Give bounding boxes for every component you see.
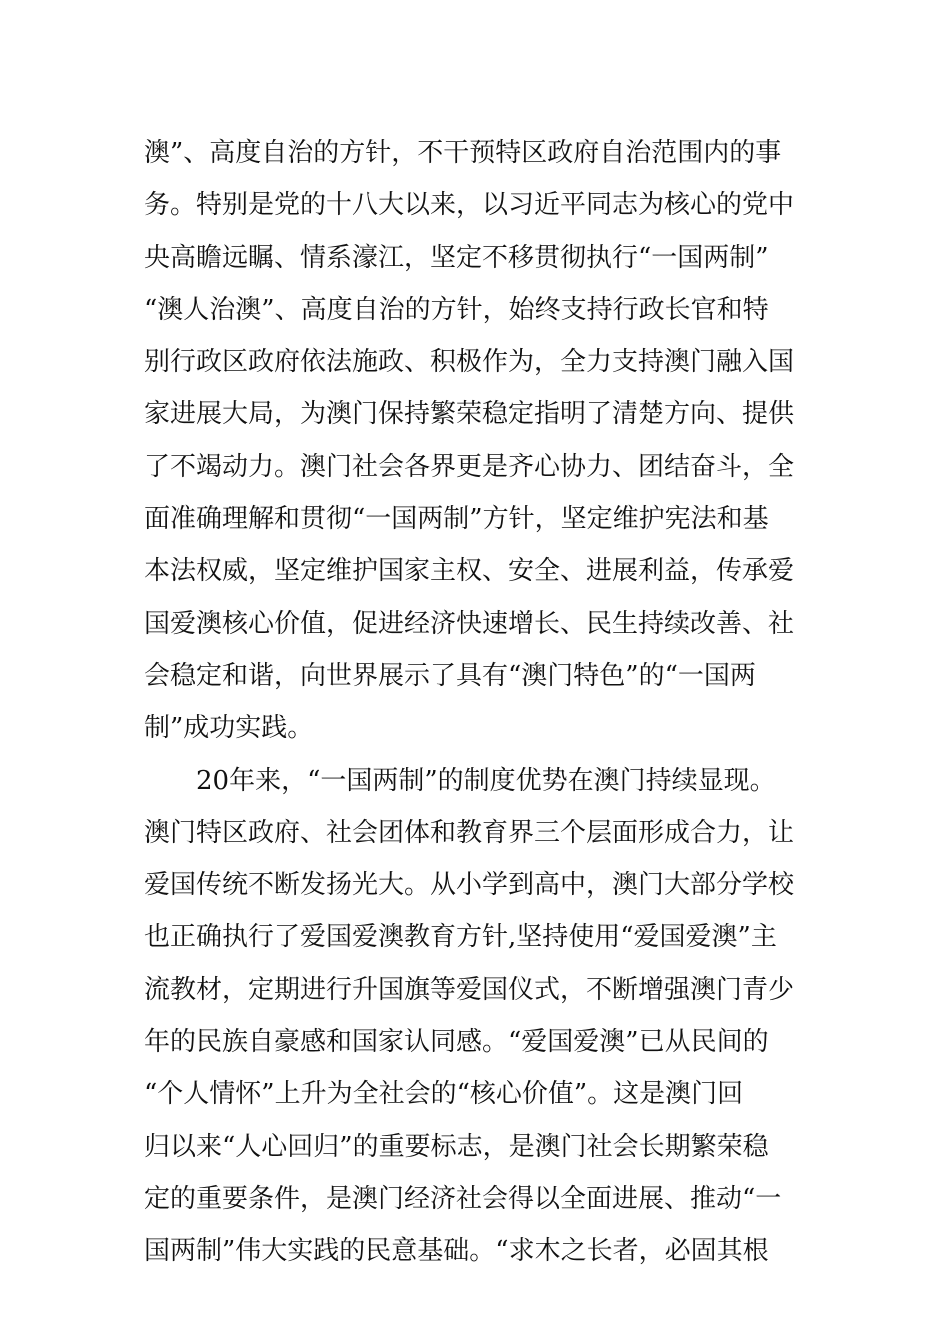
text-line: 本法权威，坚定维护国家主权、安全、进展利益，传承爱 — [144, 556, 795, 587]
text-line: 澳门特区政府、社会团体和教育界三个层面形成合力，让 — [144, 817, 795, 848]
text-line: 国爱澳核心价值，促进经济快速增长、民生持续改善、社 — [144, 608, 795, 639]
text-line: 别行政区政府依法施政、积极作为，全力支持澳门融入国 — [144, 347, 795, 378]
text-line: “澳人治澳”、高度自治的方针，始终支持行政长官和特 — [144, 294, 769, 325]
text-line: 了不竭动力。澳门社会各界更是齐心协力、团结奋斗，全 — [144, 451, 795, 482]
body-text — [144, 127, 814, 1278]
text-line: 归以来“人心回归”的重要标志，是澳门社会长期繁荣稳 — [144, 1131, 769, 1162]
text-line: 面准确理解和贯彻“一国两制”方针，坚定维护宪法和基 — [144, 504, 769, 535]
text-line: 家进展大局，为澳门保持繁荣稳定指明了清楚方向、提供 — [144, 399, 795, 430]
text-line: 定的重要条件，是澳门经济社会得以全面进展、推动“一 — [144, 1183, 782, 1214]
text-line: 务。特别是党的十八大以来，以习近平同志为核心的党中 — [144, 190, 795, 221]
text-line: 爱国传统不断发扬光大。从小学到高中，澳门大部分学校 — [144, 870, 795, 901]
text-line: 也正确执行了爱国爱澳教育方针,坚持使用“爱国爱澳”主 — [144, 922, 777, 953]
text-line: 国两制”伟大实践的民意基础。“求木之长者，必固其根 — [144, 1236, 769, 1267]
text-line: 制”成功实践。 — [144, 713, 314, 744]
paragraph-first-line: 20年来，“一国两制”的制度优势在澳门持续显现。 — [196, 765, 776, 796]
text-line: 流教材，定期进行升国旗等爱国仪式，不断增强澳门青少 — [144, 974, 795, 1005]
text-line: 会稳定和谐，向世界展示了具有“澳门特色”的“一国两 — [144, 660, 756, 691]
text-line: 年的民族自豪感和国家认同感。“爱国爱澳”已从民间的 — [144, 1027, 769, 1058]
text-line: 澳”、高度自治的方针，不干预特区政府自治范围内的事 — [144, 138, 782, 168]
text-line: “个人情怀”上升为全社会的“核心价值”。这是澳门回 — [144, 1079, 744, 1110]
text-line: 央高瞻远瞩、情系濠江，坚定不移贯彻执行“一国两制” — [144, 242, 769, 273]
